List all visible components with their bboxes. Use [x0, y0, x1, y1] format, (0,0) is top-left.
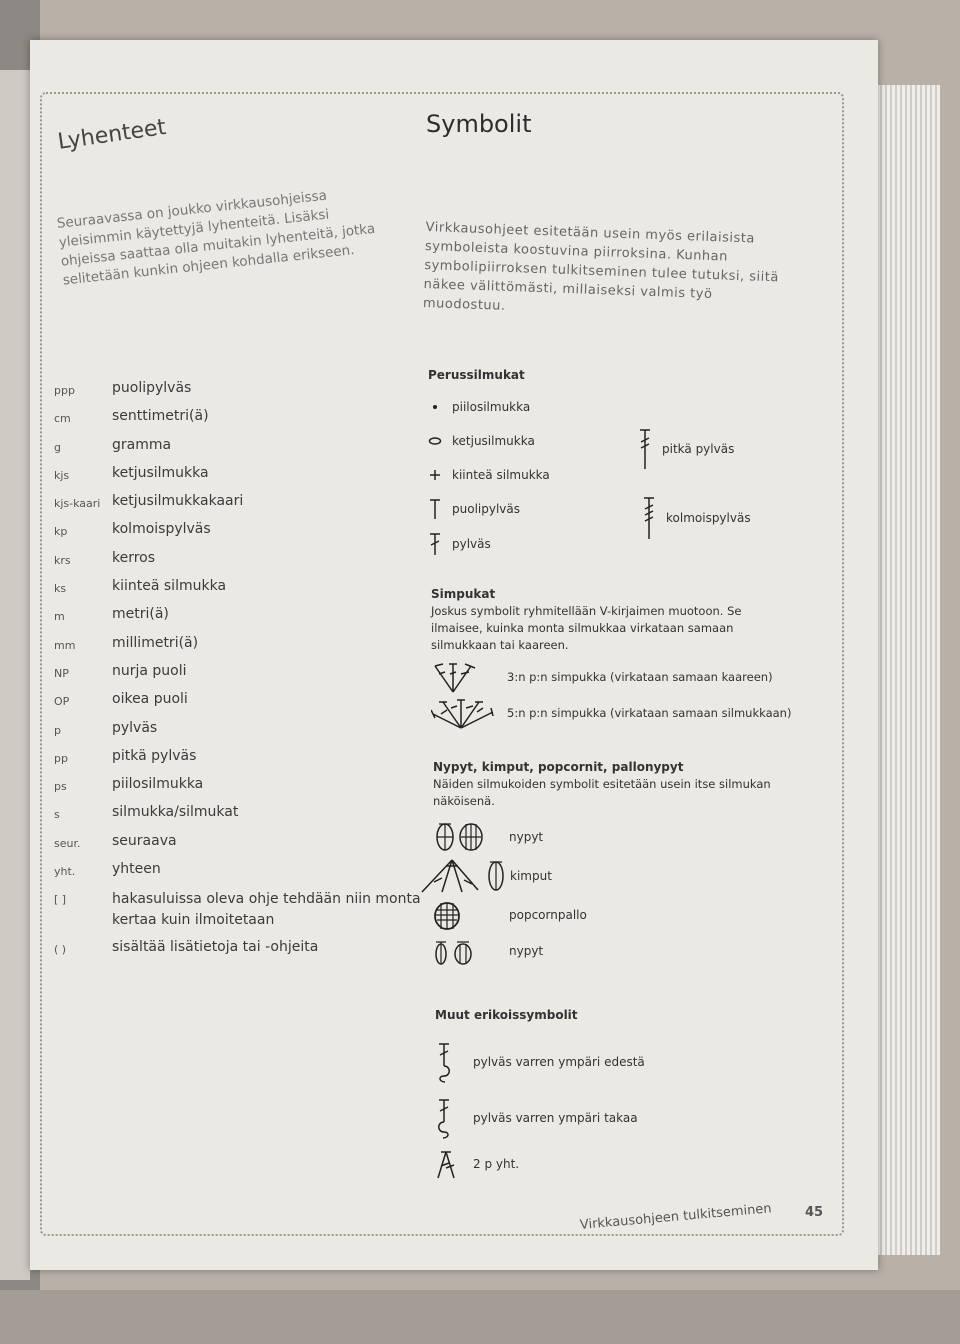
abbreviation-row [54, 663, 434, 691]
abbreviation-meaning: piilosilmukka [112, 776, 204, 793]
shell-5-icon [431, 696, 495, 730]
symbol-kimput [420, 858, 552, 894]
symbol-kolmoispylvas [642, 496, 751, 540]
abbreviation-meaning: nurja puoli [112, 662, 187, 679]
abbreviation-meaning: pitkä pylväs [112, 747, 197, 764]
symbols-intro: Virkkausohjeet esitetään usein myös erilaisista symboleista koostuvina piirroksina. Kunhan symbolipiirroksen tulkitseminen tulee tutuksi, siitä näkee välittömästi, millaiseksi valmis työ muodostuu. [422, 219, 780, 314]
abbreviation-key: pp [54, 751, 68, 765]
bobbles-title: Nypyt, kimput, popcornit, pallonypyt [433, 760, 684, 774]
abbreviation-meaning: seuraava [112, 832, 177, 849]
symbol-label: kiinteä silmukka [452, 468, 550, 482]
abbreviation-meaning: ketjusilmukkakaari [112, 493, 244, 510]
abbreviation-row [54, 578, 434, 606]
abbreviation-key: seur. [54, 836, 81, 850]
symbol-ketjusilmukka [428, 434, 535, 448]
dot-icon [428, 400, 442, 414]
abbreviation-meaning: pylväs [112, 719, 158, 736]
symbol-label: 3:n p:n simpukka (virkataan samaan kaareen) [507, 670, 773, 684]
symbol-popcornpallo [433, 898, 587, 932]
abbreviation-row [54, 606, 434, 634]
abbreviation-row [54, 804, 434, 832]
abbreviation-meaning: kerros [112, 549, 156, 566]
decrease-icon [435, 1148, 457, 1180]
symbol-pylvas [428, 532, 491, 556]
abbreviation-key: [ ] [54, 893, 67, 907]
symbol-back-post [435, 1096, 638, 1140]
basic-stitches-title: Perussilmukat [428, 368, 525, 382]
abbreviation-meaning: hakasuluissa oleva ohje tehdään niin monta kertaa kuin ilmoitetaan [112, 891, 421, 929]
symbol-puolipylvas [428, 498, 520, 520]
special-symbols-title: Muut erikoissymbolit [435, 1008, 578, 1022]
abbreviations-heading: Lyhenteet [56, 114, 168, 155]
abbreviations-intro: Seuraavassa on joukko virkkausohjeissa yleisimmin käytettyjä lyhenteitä. Lisäksi ohjeissa saattaa olla muitakin lyhenteitä, jotka selitetään kunkin ohjeen kohdalla erikseen. [56, 187, 376, 289]
abbreviation-row [54, 465, 434, 493]
abbreviation-row [54, 776, 434, 804]
symbol-label: puolipylväs [452, 502, 520, 516]
cluster-icon [420, 858, 508, 894]
shells-text: Joskus symbolit ryhmitellään V-kirjaimen muotoon. Se ilmaisee, kuinka monta silmukkaa virkataan samaan silmukkaan tai kaareen. [431, 604, 742, 652]
symbol-puff [433, 936, 543, 966]
back-post-icon [435, 1096, 455, 1140]
symbol-kiintea-silmukka [428, 468, 550, 482]
bobbles-text: Näiden silmukoiden symbolit esitetään usein itse silmukan näköisenä. [433, 777, 771, 808]
abbreviation-key: kjs [54, 468, 70, 482]
symbol-label: kolmoispylväs [666, 511, 751, 525]
abbreviation-meaning: metri(ä) [112, 606, 169, 623]
symbol-nypyt [433, 820, 543, 854]
abbreviation-meaning: sisältää lisätietoja tai -ohjeita [112, 939, 319, 956]
abbreviation-meaning: puolipylväs [112, 380, 192, 396]
abbreviation-meaning: kolmoispylväs [112, 521, 211, 538]
symbol-shell-5 [431, 696, 791, 730]
symbol-label: pylväs varren ympäri takaa [473, 1111, 638, 1125]
abbreviation-key: p [54, 723, 61, 737]
page-number: 45 [805, 1205, 824, 1220]
abbreviation-row [54, 748, 434, 776]
symbol-decrease [435, 1148, 519, 1180]
abbreviation-row [54, 437, 434, 465]
abbreviation-row [54, 635, 434, 663]
puff-icon [433, 936, 495, 966]
book-page [30, 40, 878, 1270]
abbreviation-row [54, 833, 434, 861]
abbreviation-key: m [54, 610, 65, 624]
t-icon [428, 498, 442, 520]
abbreviation-row [54, 408, 434, 436]
front-post-icon [435, 1040, 455, 1084]
symbol-shell-3 [431, 660, 773, 694]
abbreviation-row [54, 493, 434, 521]
oval-icon [428, 434, 442, 448]
abbreviation-row [54, 889, 434, 939]
symbol-label: pylväs varren ympäri edestä [473, 1055, 645, 1069]
symbol-pitka-pylvas [638, 428, 734, 470]
t-triple-slash-icon [642, 496, 656, 540]
abbreviation-key: g [54, 440, 61, 454]
abbreviation-row [54, 861, 434, 889]
abbreviation-list [54, 380, 434, 968]
shell-3-icon [431, 660, 495, 694]
symbol-label: nypyt [509, 830, 544, 844]
symbol-label: 2 p yht. [473, 1157, 520, 1171]
abbreviation-meaning: oikea puoli [112, 691, 188, 708]
abbreviation-meaning: gramma [112, 436, 172, 453]
abbreviation-key: NP [54, 666, 69, 680]
abbreviation-meaning: ketjusilmukka [112, 464, 209, 481]
t-double-slash-icon [638, 428, 652, 470]
abbreviation-key: s [54, 808, 60, 822]
abbreviation-key: ppp [54, 384, 75, 397]
abbreviation-key: mm [54, 638, 76, 652]
abbreviation-key: yht. [54, 865, 76, 879]
abbreviation-meaning: silmukka/silmukat [112, 804, 239, 821]
symbol-label: kimput [510, 869, 552, 883]
abbreviation-meaning: senttimetri(ä) [112, 408, 209, 425]
symbol-front-post [435, 1040, 645, 1084]
abbreviation-key: ( ) [54, 943, 67, 957]
abbreviation-meaning: millimetri(ä) [112, 634, 199, 651]
symbol-label: popcornpallo [509, 908, 587, 922]
t-slash-icon [428, 532, 442, 556]
abbreviation-row [54, 380, 434, 408]
abbreviation-meaning: yhteen [112, 861, 161, 878]
abbreviation-key: OP [54, 695, 70, 709]
abbreviation-meaning: kiinteä silmukka [112, 578, 227, 595]
abbreviation-key: krs [54, 553, 71, 567]
footer-chapter-title: Virkkausohjeen tulkitseminen [579, 1201, 773, 1233]
previous-page-edge [0, 70, 30, 1280]
abbreviation-row [54, 521, 434, 549]
shells-title: Simpukat [431, 587, 496, 601]
bobble-icon [433, 820, 495, 854]
abbreviation-row [54, 550, 434, 578]
symbol-label: pylväs [452, 537, 491, 551]
symbol-label: nypyt [509, 944, 544, 958]
symbol-label: 5:n p:n simpukka (virkataan samaan silmukkaan) [507, 706, 792, 720]
symbol-label: pitkä pylväs [662, 442, 735, 456]
abbreviation-row [54, 720, 434, 748]
symbol-label: ketjusilmukka [452, 434, 535, 448]
abbreviation-key: kjs-kaari [54, 497, 101, 511]
abbreviation-row [54, 939, 434, 967]
background-bottom [0, 1290, 960, 1344]
symbol-piilosilmukka [428, 400, 530, 414]
symbol-label: piilosilmukka [452, 400, 531, 414]
abbreviation-key: cm [54, 412, 71, 426]
popcorn-icon [433, 898, 495, 932]
plus-icon [428, 468, 442, 482]
abbreviation-row [54, 691, 434, 719]
abbreviation-key: ks [54, 582, 67, 596]
abbreviation-key: ps [54, 780, 67, 794]
abbreviation-key: kp [54, 525, 68, 539]
symbols-heading: Symbolit [426, 110, 532, 138]
